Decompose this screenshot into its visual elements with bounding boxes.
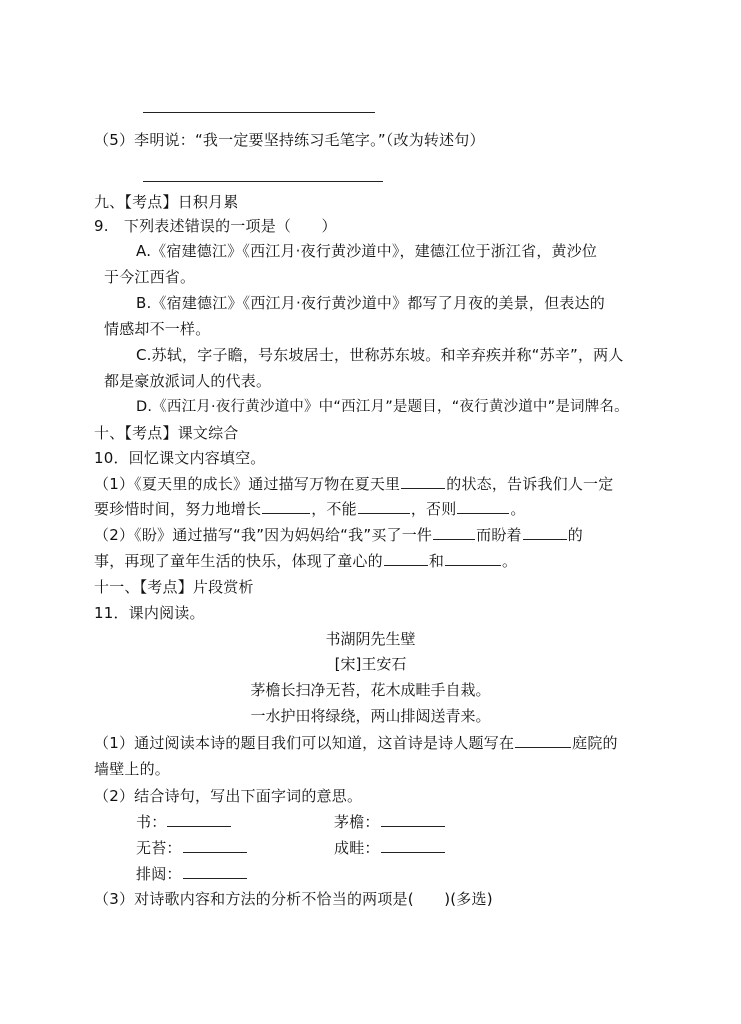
text: 要珍惜时间，努力地增长 xyxy=(94,500,262,518)
text: （2）《盼》通过描写“我”因为妈妈给“我”买了一件 xyxy=(94,526,433,544)
word-label: 茅檐： xyxy=(334,813,380,831)
fill-blank[interactable] xyxy=(381,838,445,853)
word-label: 无苔： xyxy=(136,839,182,857)
fill-blank[interactable] xyxy=(445,551,501,566)
section-heading: 十一、【考点】片段赏析 xyxy=(94,578,254,596)
word-item xyxy=(334,838,446,858)
word-label: 书： xyxy=(136,813,167,831)
word-item xyxy=(334,812,446,832)
text: 。 xyxy=(502,552,518,570)
word-item xyxy=(136,864,248,884)
option-b-cont: 情感却不一样。 xyxy=(104,320,211,338)
question-text: 11．课内阅读。 xyxy=(94,604,205,622)
option-d: D.《西江月·夜行黄沙道中》中“西江月”是题目，“夜行黄沙道中”是词牌名。 xyxy=(136,399,629,415)
q10-item2 xyxy=(94,525,583,545)
text: 的状态，告诉我们人一定 xyxy=(446,475,614,493)
fill-blank[interactable] xyxy=(183,838,247,853)
fill-blank[interactable] xyxy=(183,864,247,879)
option-b: B.《宿建德江》《西江月·夜行黄沙道中》都写了月夜的美景，但表达的 xyxy=(136,294,605,312)
poem-author: [宋]王安石 xyxy=(334,655,407,673)
text: （1）《夏天里的成长》通过描写万物在夏天里 xyxy=(94,475,401,493)
fill-blank[interactable] xyxy=(523,525,567,540)
option-c-cont: 都是豪放派词人的代表。 xyxy=(104,372,272,390)
poem-line: 一水护田将绿绕，两山排闼送青来。 xyxy=(250,707,491,725)
q10-item2-cont xyxy=(94,551,517,571)
fill-blank[interactable] xyxy=(457,499,509,514)
poem-title: 书湖阴先生壁 xyxy=(325,630,416,648)
word-label: 排闼： xyxy=(136,865,182,883)
text: ，不能 xyxy=(311,500,357,518)
section-heading: 十、【考点】课文综合 xyxy=(94,424,239,442)
text: 。 xyxy=(510,500,526,518)
word-label: 成畦： xyxy=(334,839,380,857)
q11-sub3: （3）对诗歌内容和方法的分析不恰当的两项是( )(多选) xyxy=(94,890,493,908)
fill-blank[interactable] xyxy=(433,525,475,540)
q11-sub1-cont: 墙壁上的。 xyxy=(94,760,171,778)
option-c: C.苏轼，字子瞻，号东坡居士，世称苏东坡。和辛弃疾并称“苏辛”，两人 xyxy=(136,346,624,364)
fill-blank[interactable] xyxy=(515,733,571,748)
text: 的 xyxy=(567,526,583,544)
fill-blank[interactable] xyxy=(358,499,410,514)
option-a: A.《宿建德江》《西江月·夜行黄沙道中》，建德江位于浙江省，黄沙位 xyxy=(136,242,598,260)
option-a-cont: 于今江西省。 xyxy=(104,268,196,286)
q11-sub1 xyxy=(94,733,618,753)
q10-item1-cont xyxy=(94,499,526,519)
fill-blank[interactable] xyxy=(381,812,445,827)
poem-line: 茅檐长扫净无苔，花木成畦手自栽。 xyxy=(250,681,491,699)
answer-line xyxy=(143,112,375,113)
text: 庭院的 xyxy=(572,734,618,752)
text: 事，再现了童年生活的快乐，体现了童心的 xyxy=(94,552,383,570)
fill-blank[interactable] xyxy=(262,499,310,514)
q10-item1 xyxy=(94,474,613,494)
text: 和 xyxy=(428,552,445,570)
word-item xyxy=(136,812,232,832)
text: 而盼着 xyxy=(476,526,522,544)
fill-blank[interactable] xyxy=(401,474,445,489)
fill-blank[interactable] xyxy=(167,812,231,827)
fill-blank[interactable] xyxy=(384,551,428,566)
word-item xyxy=(136,838,248,858)
q11-sub2: （2）结合诗句，写出下面字词的意思。 xyxy=(94,787,363,805)
question-text: 10．回忆课文内容填空。 xyxy=(94,449,266,467)
question-text: 9. 下列表述错误的一项是（ ） xyxy=(94,217,337,235)
text: ，否则 xyxy=(410,500,457,518)
text: （1）通过阅读本诗的题目我们可以知道，这首诗是诗人题写在 xyxy=(94,734,515,752)
section-heading: 九、【考点】日积月累 xyxy=(94,193,239,211)
answer-line xyxy=(143,181,383,182)
q8-item5: （5）李明说：“我一定要坚持练习毛笔字。”（改为转述句） xyxy=(94,131,485,149)
